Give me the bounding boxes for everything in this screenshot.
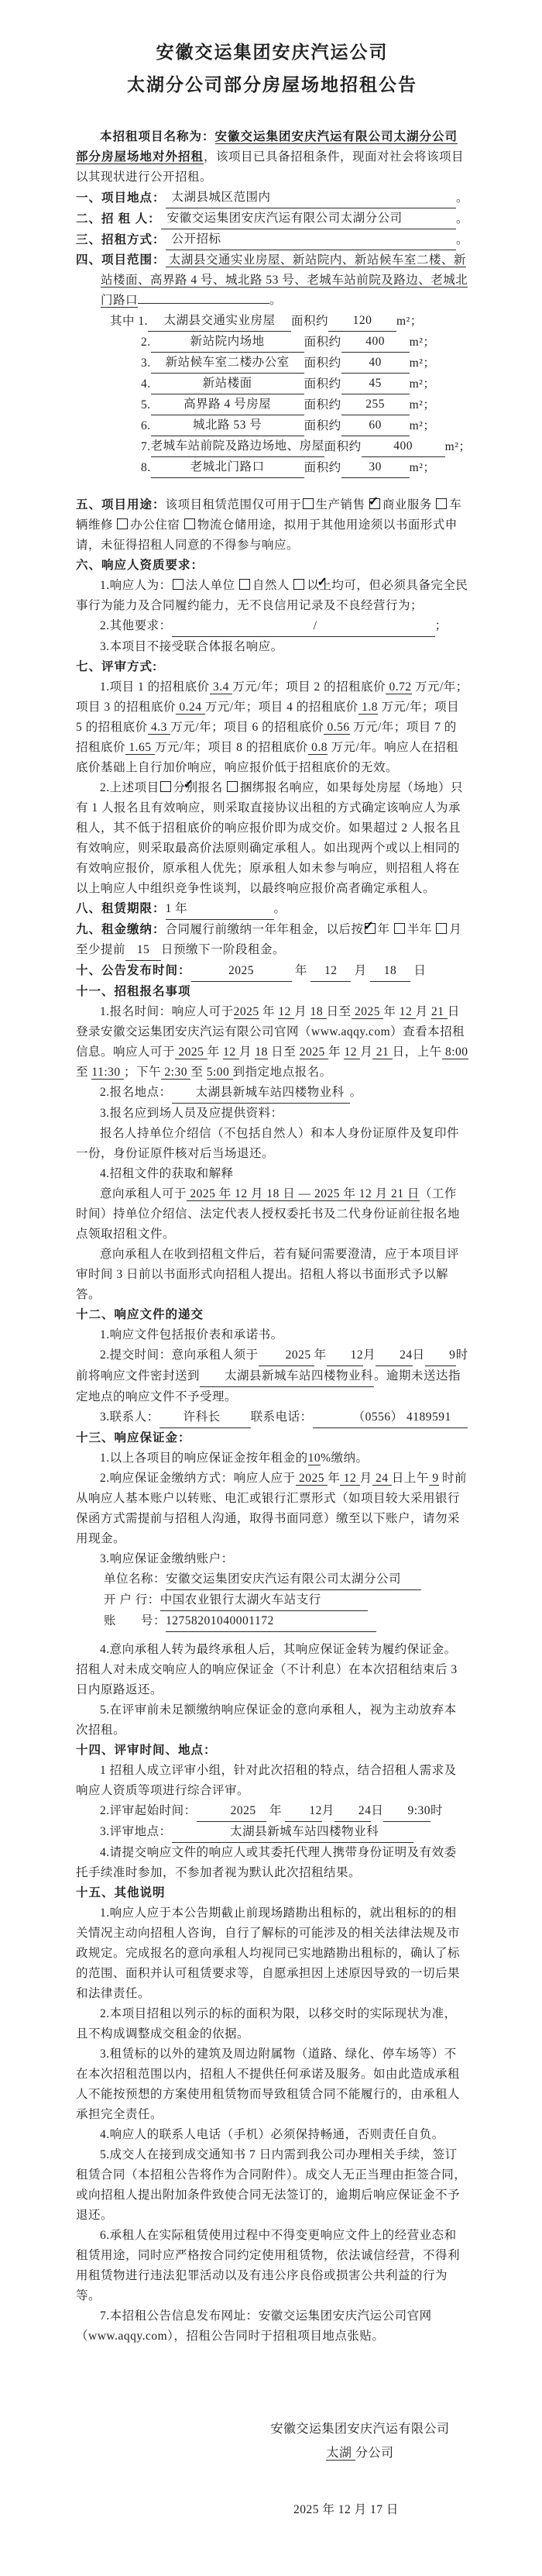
review-method-2 [76, 778, 468, 899]
blank-value: 太湖县新城车站四楼物业科 [172, 1083, 350, 1104]
field-lease-term [76, 899, 468, 920]
review-start-time [76, 1801, 468, 1822]
document-acquire-body [76, 1184, 468, 1245]
deposit-5 [76, 1700, 468, 1741]
blank-value: 许科长 [160, 1407, 251, 1428]
checkbox-unchecked-icon [436, 923, 447, 934]
scope-item-4 [76, 374, 468, 394]
doc-text: 本招租项目名称为： [100, 130, 215, 143]
scope-item-7 [76, 436, 472, 457]
submission-2 [76, 1345, 468, 1407]
doc-text: m²； [396, 315, 423, 328]
doc-text: 1.响应人应于本公告期截止前现场踏勘出租标的，就出租标的的相关情况主动向招租人咨询，自行了解标的可能涉及的相关法律法规及市政规定。完成报名的意向承租人均视同已实地踏勘出租标的，确认了标的范围、面积并认可租赁要求等，自愿承担因上述原因导致的一切后果和法律责任。 [76, 1906, 461, 2000]
section-review-time-heading [76, 1741, 468, 1761]
blank-value: 12758201040001172 [166, 1611, 376, 1632]
doc-text: 2.上述项目 [100, 781, 160, 794]
document-body [76, 127, 472, 2347]
doc-text: 面积约 [291, 315, 329, 328]
section-qualification-heading [76, 556, 468, 576]
doc-text: 生产销售 [315, 498, 369, 511]
deposit-1 [76, 1448, 468, 1469]
doc-text: ； [434, 619, 448, 632]
doc-text: m²； [409, 461, 436, 474]
blank-value: 老城北门路口 [151, 457, 304, 478]
doc-text: 3.响应保证金缴纳账户： [100, 1552, 234, 1565]
doc-text: 车辆维修 [76, 498, 462, 532]
doc-text: 月至少提前 [76, 923, 462, 956]
blank-value: 1.65 [125, 741, 155, 754]
doc-text: 联系电话： [250, 1410, 313, 1424]
doc-text: 日 [371, 1804, 384, 1817]
doc-text: 2. [141, 336, 151, 349]
blank-value: 中国农业银行太湖火车站支行 [160, 1590, 368, 1611]
blank-value: 12 [340, 1472, 360, 1485]
checkbox-checked-icon [369, 498, 380, 509]
deposit-account-heading [76, 1549, 468, 1569]
signature-branch [252, 2441, 468, 2466]
doc-text: 十五、其他说明 [76, 1886, 166, 1899]
other-5 [76, 2145, 468, 2226]
doc-text: 账 号： [104, 1614, 166, 1627]
doc-text: 1.响应人为： [100, 579, 172, 592]
section-other-heading [76, 1883, 468, 1903]
blank-value: 11:30 [91, 1066, 124, 1079]
blank-value: 24 [376, 1345, 413, 1366]
doc-text: ，该项目已具备招租条件，现面对社会将该项目以其现状进行公开招租。 [76, 150, 465, 184]
blank-value: 18 [370, 961, 410, 982]
blank-value: 2025 年 12 月 18 日 — 2025 年 12 月 21 日 [187, 1187, 420, 1200]
doc-text: 意向承租人在收到招租文件后，若有疑问需要澄清，应于本项目评审时间 3 日前以书面形式向招租人提出。招租人将以书面形式予以解答。 [76, 1248, 460, 1301]
registration-materials-heading [76, 1104, 468, 1124]
doc-text: 月 [359, 1472, 372, 1485]
doc-text: 面积约 [304, 356, 341, 370]
doc-text: 报名人持单位介绍信（不包括自然人）和本人身份证原件及复印件一份，身份证原件核对后当场退还。 [76, 1127, 460, 1160]
doc-text: 7.本招租公告信息发布网址：安徽交运集团安庆汽运公司官网（www.aqqy.com），招租公告同时于招租项目地点张贴。 [76, 2309, 432, 2343]
doc-text: 七、评审方式: [76, 660, 158, 673]
doc-text: 分别报名 [173, 781, 227, 794]
doc-text: 至 [190, 1066, 207, 1079]
blank-value: 2025 [233, 1005, 259, 1018]
doc-text: 3. [141, 356, 151, 370]
blank-value: 太湖县城区范围内 [166, 188, 456, 208]
scope-item-1 [76, 311, 468, 332]
doc-text: 十三、响应保证金： [76, 1431, 191, 1445]
doc-text: 法人单位 [185, 579, 239, 592]
doc-text: m²； [409, 377, 436, 391]
doc-text: 2.其他要求： [100, 619, 172, 632]
blank-value: 45 [341, 374, 410, 394]
doc-text: 日至 [326, 1005, 352, 1018]
blank-value: 12 [310, 961, 351, 982]
blank-value: 安徽交运集团安庆汽运有限公司太湖分公司 [161, 208, 456, 229]
doc-text: 2.本项目招租以列示的标的面积为限，以移交时的实际现状为准，且不构成调整成交租金的依据。 [76, 2007, 457, 2040]
doc-text: 至 [76, 1066, 92, 1079]
doc-text: 。 [455, 233, 468, 246]
deposit-account-name [76, 1569, 468, 1590]
doc-text: 4.响应人的联系人电话（手机）必须保持畅通，否则责任自负。 [100, 2128, 444, 2141]
doc-text: 月 [351, 964, 371, 977]
doc-text: 日 [410, 964, 427, 977]
blank-value: 太湖县交通实业房屋、新站院内、新站候车室二楼、新站楼面、高界路 4 号、城北路 53 号、老城车站前院及路边、老城北门路口 [101, 253, 468, 307]
other-2 [76, 2004, 468, 2044]
blank-value: 12 [327, 1345, 364, 1366]
deposit-2 [76, 1469, 468, 1549]
checkbox-checked-icon [293, 579, 304, 590]
doc-text: 2.报名地点： [100, 1086, 172, 1099]
blank-value: 5:00 [206, 1066, 233, 1079]
doc-text: 日至 [267, 1045, 300, 1059]
doc-text: 单位名称： [104, 1572, 166, 1586]
signature-branch-name: 太湖 [326, 2447, 355, 2460]
blank-value: 新站候车室二楼办公室 [151, 353, 304, 374]
doc-text: 万元/年；项目 7 的招租底价 [76, 721, 457, 754]
blank-value: 60 [341, 415, 410, 436]
doc-text: 十一、招租报名事项 [76, 985, 191, 998]
doc-text: 物流仓储用途，拟用于其他用途须以书面形式申请，未征得招租人同意的不得参与响应。 [76, 518, 458, 552]
doc-text: 万元/年；项目 5 的招租底价 [76, 701, 460, 734]
doc-text: m²； [409, 336, 436, 349]
doc-text: 日登录安徽交运集团安庆汽运有限公司官网（www.aqqy.com）查看本招租信息。响应人可于 [76, 1005, 465, 1059]
checkbox-unchecked-icon [239, 579, 250, 590]
other-4 [76, 2125, 468, 2145]
blank-value: / [172, 616, 435, 637]
blank-value: 400 [362, 436, 445, 457]
qualification-1 [76, 576, 468, 616]
doc-text: 2.提交时间：意向承租人须于 [100, 1348, 259, 1362]
blank-value: 2025 [351, 1005, 384, 1018]
doc-text: 五、项目用途： [76, 498, 166, 511]
doc-text: 四、项目范围： [76, 253, 166, 267]
blank-value: 太湖县交通实业房屋 [148, 311, 291, 332]
blank-value: 1.8 [358, 701, 378, 714]
blank-value [138, 303, 269, 304]
blank-value: 公开招标 [166, 229, 456, 250]
other-3 [76, 2044, 468, 2125]
blank-value: 24 [334, 1801, 372, 1822]
doc-text: 十、公告发布时间： [76, 964, 191, 977]
signature-company: 安徽交运集团安庆汽运有限公司 [270, 2423, 450, 2436]
section-deposit-heading [76, 1428, 468, 1448]
signature-date: 2025 年 12 月 17 日 [293, 2503, 399, 2516]
doc-text: 六、响应人资质要求： [76, 559, 204, 572]
doc-text: 。逾期未送达指定地点的响应文件不予受理。 [76, 1369, 461, 1403]
blank-value: 0.56 [324, 721, 350, 734]
doc-text: 6.承租人在实际租赁使用过程中不得变更响应文件上的经营业态和租赁用途，同时应严格按合同约定使用租赁物，依法诚信经营，不得利用租赁物进行违法犯罪活动以及有违公序良俗或损害公共利益的行为等。 [76, 2229, 461, 2302]
blank-value: 2025 [197, 1801, 266, 1822]
field-rent-payment [76, 920, 468, 961]
blank-value: 18 [310, 1005, 327, 1018]
document-title [76, 36, 468, 101]
doc-text: 二、招 租 人： [76, 212, 161, 226]
submission-1 [76, 1325, 468, 1345]
field-method [76, 229, 468, 250]
doc-text: 月 [294, 1005, 310, 1018]
checkbox-checked-icon [365, 923, 376, 934]
doc-text: 4.招租文件的获取和解释 [100, 1167, 234, 1180]
doc-text: 面积约 [304, 398, 341, 412]
doc-text: 年 [259, 1005, 279, 1018]
doc-text: 3.报名应到场人员及应提供资料： [100, 1107, 283, 1120]
blank-value: 12 [278, 1005, 295, 1018]
doc-text: %缴纳。 [321, 1452, 369, 1465]
doc-text: 八、租赁期限： [76, 902, 166, 915]
scope-item-6 [76, 415, 468, 436]
doc-text: （工作时间）持单位介绍信、法定代表人授权委托书及二代身份证前往报名地点领取招租文件。 [76, 1187, 461, 1241]
blank-value: 120 [328, 311, 396, 332]
doc-text: 日，上午 [392, 1045, 442, 1059]
document-acquire-heading [76, 1164, 468, 1184]
doc-text: 时 [431, 1804, 444, 1817]
document-title-line1: 安徽交运集团安庆汽运公司 [156, 42, 389, 62]
doc-text: 万元/年；项目 3 的招租底价 [76, 680, 468, 714]
spacer [76, 1632, 468, 1640]
field-announce-date [76, 961, 468, 982]
doc-text: 一、项目地点： [76, 191, 166, 205]
doc-text: 月 [415, 1005, 431, 1018]
doc-text: 十二、响应文件的递交 [76, 1308, 204, 1321]
doc-text: m²； [409, 419, 436, 432]
blank-value: 9 [428, 1472, 439, 1485]
blank-value: 12 [399, 1005, 416, 1018]
doc-text: m²； [409, 398, 436, 412]
registration-materials-body [76, 1124, 468, 1164]
doc-text: 3.评审地点： [100, 1825, 172, 1838]
doc-text: 月 [239, 1045, 256, 1059]
doc-text: 5.在评审前未足额缴纳响应保证金的意向承租人，视为主动放弃本次招租。 [76, 1703, 457, 1737]
blank-value: 255 [341, 394, 410, 415]
doc-text: 以上均可，但必须具备完全民事行为能力及合同履约能力，无不良信用记录及不良经营行为； [76, 579, 468, 612]
doc-text: 年 [291, 964, 311, 977]
doc-text: 年 [314, 1348, 327, 1362]
signature-branch-suffix: 分公司 [355, 2447, 394, 2460]
blank-value: 安徽交运集团安庆汽运有限公司太湖分公司部分房屋场地对外招租 [76, 130, 458, 164]
checkbox-unchecked-icon [394, 923, 405, 934]
doc-text: 捆绑报名响应，如果每处房屋（场地）只有 1 人报名且有效响应，则采取直接协议出租的方式确定该响应人为承租人，其不低于招租底价的响应报价即为成交价。如果超过 2 人报名且有效响应，则采取最高价法原则确定承租人。如出现两个或以上相同的有效响应报价，原承租人优先；原承租人如未参与响应，则招租人将在以上响应人中组织竞争性谈判，以最终响应报价高者确定承租人。 [76, 781, 464, 895]
deposit-4 [76, 1640, 468, 1700]
blank-value: 15 [125, 940, 161, 961]
scope-item-2 [76, 332, 468, 353]
doc-text: 万元/年；项目 4 的招租底价 [204, 701, 358, 714]
doc-text: 1.响应文件包括报价表和承诺书。 [100, 1328, 283, 1341]
blank-value: 城北路 53 号 [151, 415, 304, 436]
section-usage [76, 495, 468, 556]
blank-value: 12 [223, 1045, 240, 1059]
doc-text: 商业服务 [382, 498, 436, 511]
doc-text: 1.以上各项目的响应保证金按年租金的 [100, 1452, 308, 1465]
doc-text: 2.评审起始时间： [100, 1804, 197, 1817]
doc-text: 。 [455, 191, 468, 205]
scope-item-5 [76, 394, 468, 415]
review-method-1 [76, 677, 468, 778]
doc-text: 面积约 [324, 440, 362, 453]
blank-value: 新站院内场地 [151, 332, 304, 353]
doc-text: 半年 [406, 923, 436, 936]
doc-text: 三、招租方式： [76, 233, 166, 246]
doc-text: 意向承租人可于 [100, 1187, 187, 1200]
blank-value: 太湖县新城车站四楼物业科 [200, 1366, 374, 1387]
blank-value: 400 [341, 332, 410, 353]
doc-text: 日预缴下一阶段租金。 [161, 943, 286, 956]
document-clarify-body [76, 1245, 468, 1305]
blank-value: 2025 [175, 1045, 208, 1059]
blank-value: 24 [372, 1472, 392, 1485]
doc-text: m²； [444, 440, 472, 453]
checkbox-unchecked-icon [303, 498, 314, 509]
doc-text: 面积约 [304, 377, 341, 391]
doc-text: 万元/年。响应人在招租底价基础上自行加价响应，响应报价低于招租底价的无效。 [76, 741, 459, 774]
doc-text: 日 [412, 1348, 425, 1362]
doc-text: 5. [141, 398, 151, 412]
review-attendance [76, 1843, 468, 1883]
doc-text: 面积约 [304, 461, 341, 474]
doc-text: 十四、评审时间、地点： [76, 1744, 217, 1757]
doc-text: 年 [207, 1045, 224, 1059]
review-place [76, 1822, 468, 1843]
blank-value: 3.4 [209, 680, 233, 694]
doc-text: 办公住宿 [130, 518, 184, 532]
registration-time [76, 1002, 468, 1083]
blank-value: 2025 [259, 1345, 314, 1366]
blank-value: 40 [341, 353, 410, 374]
doc-text: 5.成交人在接到成交通知书 7 日内需到我公司办理相关手续，签订租赁合同（本招租公告将作为合同附件）。成交人无正当理由拒签合同，或向招租人提出附加条件致使合同无法签订的，逾期后响应保证金不予退还。 [76, 2148, 467, 2222]
blank-value: 4.3 [147, 721, 171, 734]
doc-text: 年 [377, 923, 393, 936]
scope-item-3 [76, 353, 468, 374]
blank-value: 2025 [295, 1472, 328, 1485]
doc-text: 4.请提交响应文件的响应人或其委托代理人携带身份证明及有效委托手续准时参加，不参加者视为默认此次招租结果。 [76, 1846, 457, 1879]
doc-text: m²； [409, 356, 436, 370]
doc-text: 面积约 [304, 419, 341, 432]
blank-value: 新站楼面 [151, 374, 304, 394]
doc-text: 面积约 [304, 336, 341, 349]
doc-text: 九、租金缴纳： [76, 923, 166, 936]
blank-value: 老城车站前院及路边场地、房屋 [151, 436, 324, 457]
other-6 [76, 2226, 468, 2306]
blank-value: （0556） 4189591 [313, 1407, 468, 1428]
qualification-2 [76, 616, 468, 637]
doc-text: 日上午 [391, 1472, 429, 1485]
checkbox-unchecked-icon [436, 498, 447, 509]
doc-text: 万元/年；项目 6 的招租底价 [170, 721, 324, 734]
doc-text: 其中 1. [110, 315, 149, 328]
qualification-3 [76, 637, 468, 657]
blank-value: 太湖县新城车站四楼物业科 [172, 1822, 413, 1843]
checkbox-unchecked-icon [173, 579, 184, 590]
doc-text: 。 [269, 294, 283, 307]
spacer [76, 478, 468, 495]
doc-text: 8. [141, 461, 151, 474]
section-submission-heading [76, 1305, 468, 1325]
doc-text: 。 [273, 902, 286, 915]
other-1 [76, 1903, 468, 2004]
doc-text: 1.报名时间：响应人可于 [100, 1005, 234, 1018]
doc-text: 万元/年；项目 2 的招租底价 [232, 680, 386, 694]
blank-value: 10 [307, 1452, 321, 1465]
doc-text: 年 [383, 1005, 400, 1018]
review-panel [76, 1761, 468, 1801]
checkbox-unchecked-icon [117, 518, 128, 529]
section-registration-heading [76, 982, 468, 1002]
blank-value: 2025 [299, 1045, 329, 1059]
blank-value: 0.8 [307, 741, 328, 754]
checkbox-unchecked-icon [227, 781, 238, 792]
checkbox-checked-icon [160, 781, 171, 792]
doc-text: ；下午 [124, 1066, 162, 1079]
blank-value: 0.72 [386, 680, 412, 694]
doc-text: 自然人 [252, 579, 293, 592]
deposit-account-number [76, 1611, 468, 1632]
blank-value: 30 [341, 457, 410, 478]
blank-value: 12 [285, 1801, 322, 1822]
blank-value: 2025 [191, 961, 292, 982]
doc-text: 年 [328, 1472, 341, 1485]
doc-text: 该项目租赁范围仅可用于 [165, 498, 302, 511]
blank-value: 安徽交运集团安庆汽运有限公司太湖分公司 [166, 1569, 421, 1590]
doc-text: 年 [328, 1045, 345, 1059]
blank-value: 2:30 [161, 1066, 191, 1079]
submission-contact [76, 1407, 468, 1428]
blank-value: 21 [372, 1045, 393, 1059]
doc-text: 。 [349, 1086, 362, 1099]
blank-value: 9 [425, 1345, 456, 1366]
blank-value: 0.24 [176, 701, 205, 714]
doc-text: 月 [360, 1045, 373, 1059]
doc-text: 6. [141, 419, 151, 432]
registration-place [76, 1083, 468, 1104]
section-review-method-heading [76, 657, 468, 677]
doc-text: 7. [141, 440, 151, 453]
doc-text: 万元/年；项目 8 的招租底价 [154, 741, 308, 754]
field-scope [76, 250, 468, 311]
doc-text: 。 [455, 212, 468, 226]
blank-value: 18 [255, 1045, 268, 1059]
doc-text: 2.响应保证金缴纳方式：响应人应于 [100, 1472, 296, 1485]
doc-text: 1 招租人成立评审小组，针对此次招租的特点，结合招租人需求及响应人资质等项进行综合评审。 [76, 1764, 457, 1797]
blank-value: 高界路 4 号房屋 [151, 394, 304, 415]
blank-value: 1 年 [166, 899, 274, 920]
doc-text: 月 [363, 1348, 376, 1362]
doc-text: 3.租赁标的以外的建筑及周边附属物（道路、绿化、停车场等）不在本次招租范围以内，招租人不提供任何承诺及服务。如由此造成承租人不能按预想的方案使用租赁物而导致租赁合同不能履行的，由承租人承担完全责任。 [76, 2047, 461, 2121]
field-project-location [76, 188, 468, 208]
doc-text: 月 [321, 1804, 334, 1817]
deposit-account-bank [76, 1590, 468, 1611]
field-lessor [76, 208, 468, 229]
doc-text: 4. [141, 377, 151, 391]
signature-block [252, 2418, 468, 2520]
doc-text: 3.联系人： [100, 1410, 160, 1424]
document-title-line2: 太湖分公司部分房屋场地招租公告 [127, 74, 417, 95]
blank-value: 12 [344, 1045, 361, 1059]
doc-text: 到指定地点报名。 [232, 1066, 332, 1079]
doc-text: 1.项目 1 的招租底价 [100, 680, 210, 694]
other-7 [76, 2306, 468, 2347]
doc-text: 4.意向承租人转为最终承租人后，其响应保证金转为履约保证金。招租人对未成交响应人的响应保证金（不计利息）在本次招租结束后 3 日内原路返还。 [76, 1643, 458, 1696]
doc-text: 时前将响应文件密封送到 [76, 1348, 468, 1383]
checkbox-unchecked-icon [184, 518, 195, 529]
doc-text: 开 户 行： [104, 1593, 160, 1607]
doc-text: 时前从响应人基本账户以转账、电汇或银行汇票形式（如项目较大采用银行保函方式需提前与招租人沟通，取得书面同意）缴至以下账户，请勿采用现金。 [76, 1472, 467, 1545]
doc-text: 年 [266, 1804, 286, 1817]
blank-value: 9:30 [383, 1801, 431, 1822]
blank-value: 21 [431, 1005, 448, 1018]
doc-text: 3.本项目不接受联合体报名响应。 [100, 640, 283, 653]
doc-text: 合同履行前缴纳一年年租金，以后按 [165, 923, 364, 936]
blank-value: 8:00 [441, 1045, 468, 1059]
intro-paragraph [76, 127, 468, 188]
scope-item-8 [76, 457, 468, 478]
